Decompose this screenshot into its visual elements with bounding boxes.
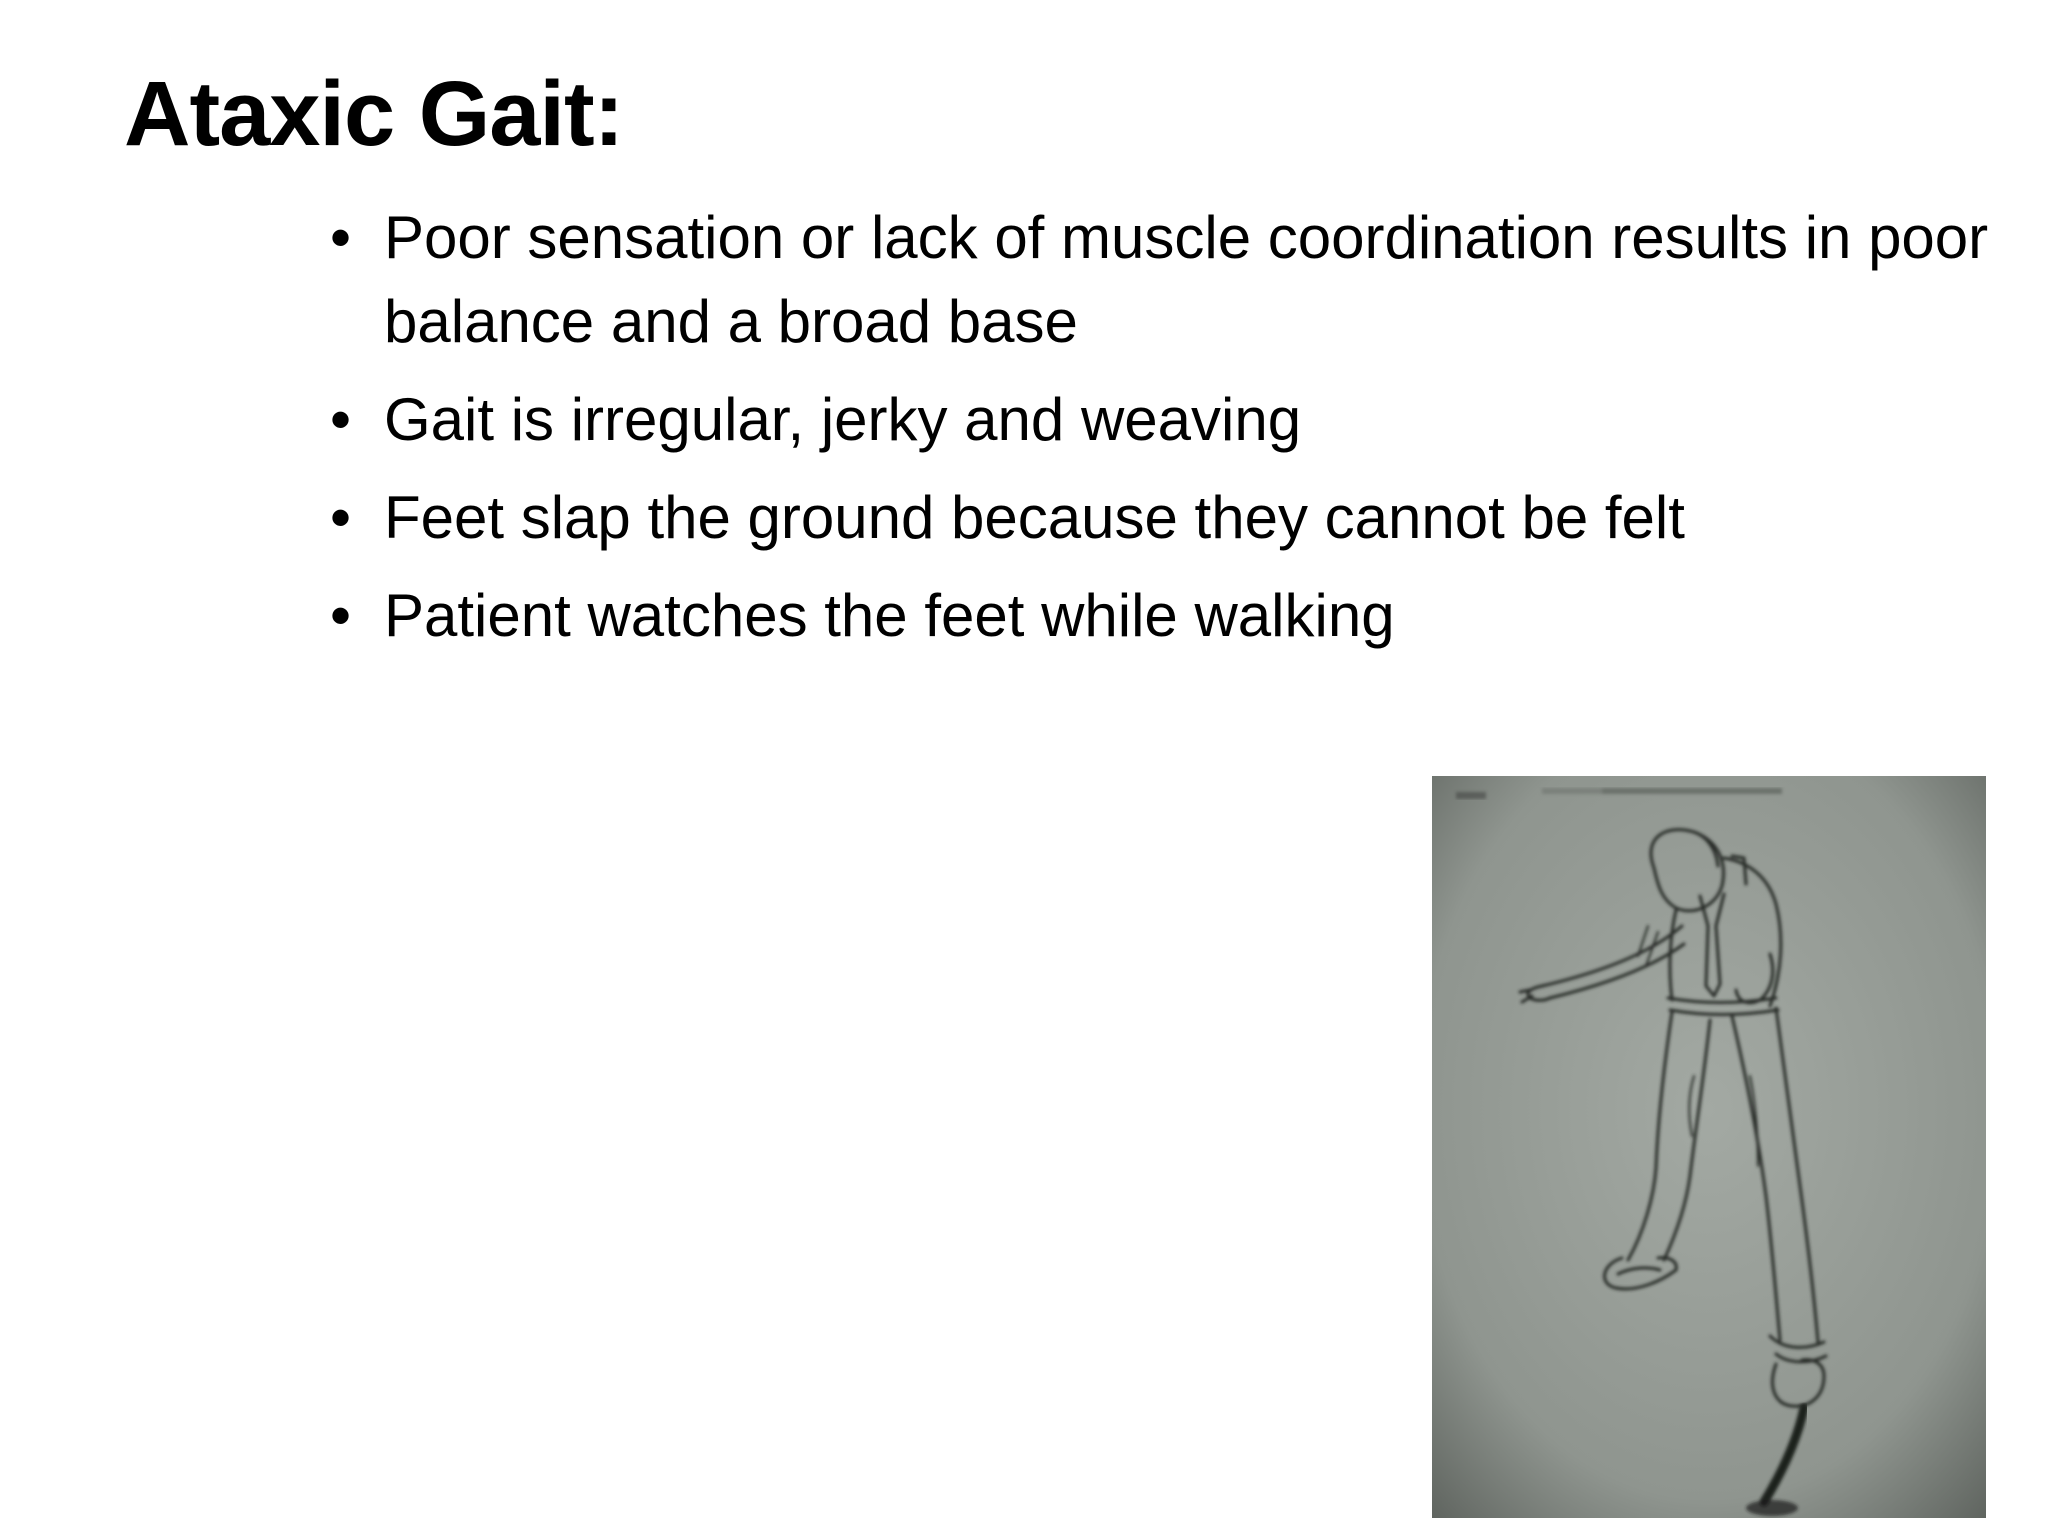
ataxic-gait-illustration <box>1432 776 1986 1518</box>
bullet-text: Gait is irregular, jerky and weaving <box>384 386 1302 453</box>
bullet-item <box>330 196 1990 364</box>
bullet-text: Feet slap the ground because they cannot be felt <box>384 484 1685 551</box>
bullet-text: Poor sensation or lack of muscle coordination results in poor balance and a broad base <box>384 204 1989 355</box>
bullet-list <box>330 196 1990 672</box>
bullet-text: Patient watches the feet while walking <box>384 582 1395 649</box>
bullet-icon: • <box>330 582 352 649</box>
bullet-icon: • <box>330 204 352 271</box>
slide-title: Ataxic Gait: <box>124 63 624 165</box>
bullet-icon: • <box>330 484 352 551</box>
bullet-item <box>330 378 1990 462</box>
bullet-item <box>330 574 1990 658</box>
bullet-icon: • <box>330 386 352 453</box>
bullet-item <box>330 476 1990 560</box>
ataxic-gait-figure-drawing-icon <box>1432 776 1986 1518</box>
